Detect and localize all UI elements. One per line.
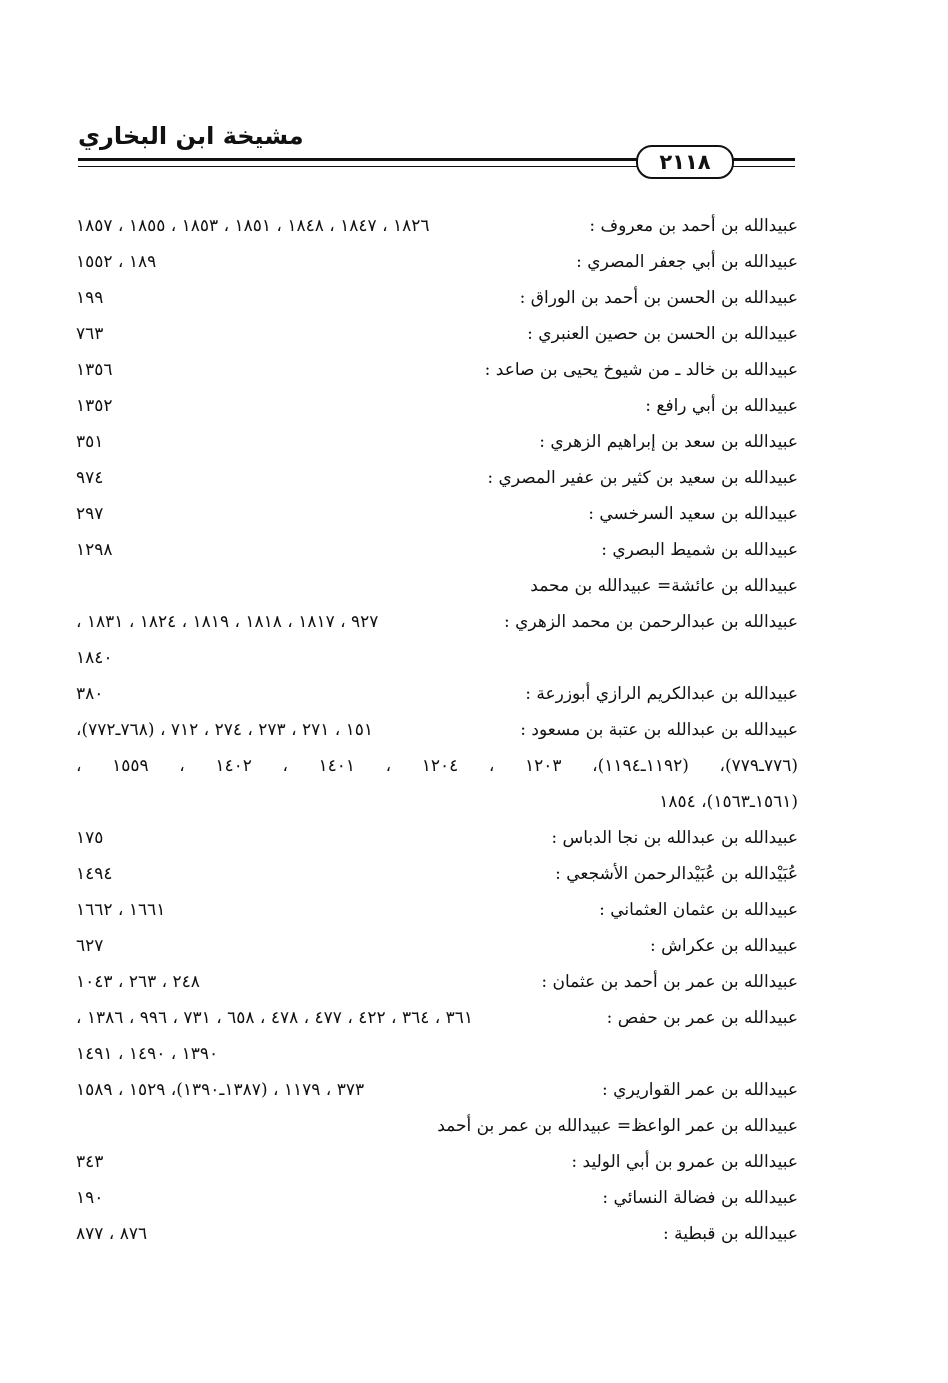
entry-row [76,856,798,892]
entry-row [76,604,798,640]
index-entry [76,244,798,280]
entry-row [76,532,798,568]
header-rule [78,158,663,161]
index-entry [76,892,798,928]
entry-refs: ٣٨٠ [76,684,104,704]
index-entry [76,1108,798,1144]
entry-refs: ١٢٩٨ [76,540,113,560]
entry-refs: ١٤٩٤ [76,864,113,884]
entry-row [76,892,798,928]
entry-row [76,928,798,964]
index-entry [76,604,798,676]
entry-refs: ٨٧٦ ، ٨٧٧ [76,1224,148,1244]
entry-row [76,280,798,316]
entry-row [76,352,798,388]
entry-refs-continued: ١٣٩٠ ، ١٤٩٠ ، ١٤٩١ [76,1044,219,1064]
entry-row [76,1000,798,1036]
entry-refs: ٩٢٧ ، ١٨١٧ ، ١٨١٨ ، ١٨١٩ ، ١٨٢٤ ، ١٨٣١ ، [76,612,379,632]
entry-name: عبيدالله بن سعد بن إبراهيم الزهري : [539,432,798,452]
entry-refs-continued: ١٨٤٠ [76,648,113,668]
index-entry [76,1072,798,1108]
entry-row [76,244,798,280]
entry-row [76,964,798,1000]
entry-row [76,820,798,856]
entry-refs: ٢٩٧ [76,504,104,524]
entry-refs-continued: (١٥٦١ـ١٥٦٣)، ١٨٥٤ [659,792,798,812]
entry-refs: ٢٤٨ ، ٢٦٣ ، ١٠٤٣ [76,972,200,992]
index-entry [76,424,798,460]
index-entry [76,1180,798,1216]
entry-name: عبيدالله بن عثمان العثماني : [599,900,798,920]
entry-refs-continued: (٧٧٦ـ٧٧٩)، (١١٩٢ـ١١٩٤)، ١٢٠٣ ، ١٢٠٤ ، ١٤٠١ ، ١٤٠٢ ، ١٥٥٩ ، [76,756,799,776]
entry-refs: ١٣٥٢ [76,396,113,416]
entry-refs: ٧٦٣ [76,324,104,344]
index-entry [76,532,798,568]
entry-name: عبيدالله بن عبدالكريم الرازي أبوزرعة : [525,684,798,704]
index-entry [76,316,798,352]
entry-name: عبيدالله بن عمر بن أحمد بن عثمان : [541,972,798,992]
index-entries [76,208,798,1252]
index-entry [76,1000,798,1072]
entry-refs: ٦٢٧ [76,936,104,956]
entry-name: عبيدالله بن عمر القواريري : [602,1080,798,1100]
entry-name: عبيدالله بن خالد ـ من شيوخ يحيى بن صاعد : [484,360,798,380]
entry-name: عبيدالله بن عمر بن حفص : [606,1008,798,1028]
index-entry [76,208,798,244]
entry-name: عُبَيْدالله بن عُبَيْدالرحمن الأشجعي : [555,864,798,884]
entry-name: عبيدالله بن عمر الواعظ= عبيدالله بن عمر بن أحمد [437,1116,798,1136]
entry-name: عبيدالله بن عبدالرحمن بن محمد الزهري : [504,612,798,632]
entry-refs: ١٥١ ، ٢٧١ ، ٢٧٣ ، ٢٧٤ ، ٧١٢ ، (٧٦٨ـ٧٧٢)، [76,720,374,740]
entry-row [76,1180,798,1216]
entry-refs: ١٩٠ [76,1188,104,1208]
index-entry [76,496,798,532]
entry-refs: ٣٧٣ ، ١١٧٩ ، (١٣٨٧ـ١٣٩٠)، ١٥٢٩ ، ١٥٨٩ [76,1080,365,1100]
index-entry [76,820,798,856]
entry-refs: ١٨٩ ، ١٥٥٢ [76,252,157,272]
index-entry [76,460,798,496]
entry-name: عبيدالله بن عائشة= عبيدالله بن محمد [530,576,798,596]
entry-name: عبيدالله بن عبدالله بن نجا الدباس : [551,828,798,848]
entry-row [76,1216,798,1252]
entry-name: عبيدالله بن عمرو بن أبي الوليد : [571,1152,798,1172]
index-entry [76,1144,798,1180]
entry-row [76,676,798,712]
entry-row [76,1144,798,1180]
entry-row [76,1108,798,1144]
book-title: مشيخة ابن البخاري [78,122,304,150]
entry-row [76,496,798,532]
index-entry [76,856,798,892]
page-number: ٢١١٨ [636,145,734,179]
entry-name: عبيدالله بن عبدالله بن عتبة بن مسعود : [520,720,798,740]
entry-name: عبيدالله بن أبي جعفر المصري : [576,252,798,272]
header-rule-thin [78,166,663,167]
entry-row [76,568,798,604]
entry-refs: ١٣٥٦ [76,360,113,380]
entry-refs: ٣٥١ [76,432,104,452]
entry-row [76,1072,798,1108]
entry-name: عبيدالله بن الحسن بن أحمد بن الوراق : [519,288,798,308]
index-entry [76,676,798,712]
index-entry [76,928,798,964]
entry-name: عبيدالله بن سعيد بن كثير بن عفير المصري : [487,468,798,488]
entry-name: عبيدالله بن عكراش : [650,936,798,956]
index-entry [76,568,798,604]
index-entry [76,388,798,424]
entry-row [76,208,798,244]
entry-name: عبيدالله بن أبي رافع : [645,396,798,416]
entry-row [76,424,798,460]
entry-row [76,316,798,352]
entry-refs: ١٨٢٦ ، ١٨٤٧ ، ١٨٤٨ ، ١٨٥١ ، ١٨٥٣ ، ١٨٥٥ ، ١٨٥٧ [76,216,430,236]
entry-name: عبيدالله بن شميط البصري : [601,540,798,560]
entry-name: عبيدالله بن فضالة النسائي : [602,1188,798,1208]
entry-name: عبيدالله بن أحمد بن معروف : [589,216,798,236]
entry-name: عبيدالله بن الحسن بن حصين العنبري : [527,324,798,344]
entry-refs: ١٧٥ [76,828,104,848]
index-entry [76,352,798,388]
entry-row [76,712,798,748]
entry-refs: ٣٤٣ [76,1152,104,1172]
index-entry [76,1216,798,1252]
index-entry [76,964,798,1000]
entry-name: عبيدالله بن سعيد السرخسي : [588,504,798,524]
entry-refs: ٣٦١ ، ٣٦٤ ، ٤٢٢ ، ٤٧٧ ، ٤٧٨ ، ٦٥٨ ، ٧٣١ ، ٩٩٦ ، ١٣٨٦ ، [76,1008,474,1028]
entry-row [76,388,798,424]
entry-refs: ١٩٩ [76,288,104,308]
entry-name: عبيدالله بن قبطية : [662,1224,798,1244]
index-entry [76,712,798,820]
index-entry [76,280,798,316]
entry-row [76,460,798,496]
entry-refs: ٩٧٤ [76,468,104,488]
entry-refs: ١٦٦١ ، ١٦٦٢ [76,900,166,920]
